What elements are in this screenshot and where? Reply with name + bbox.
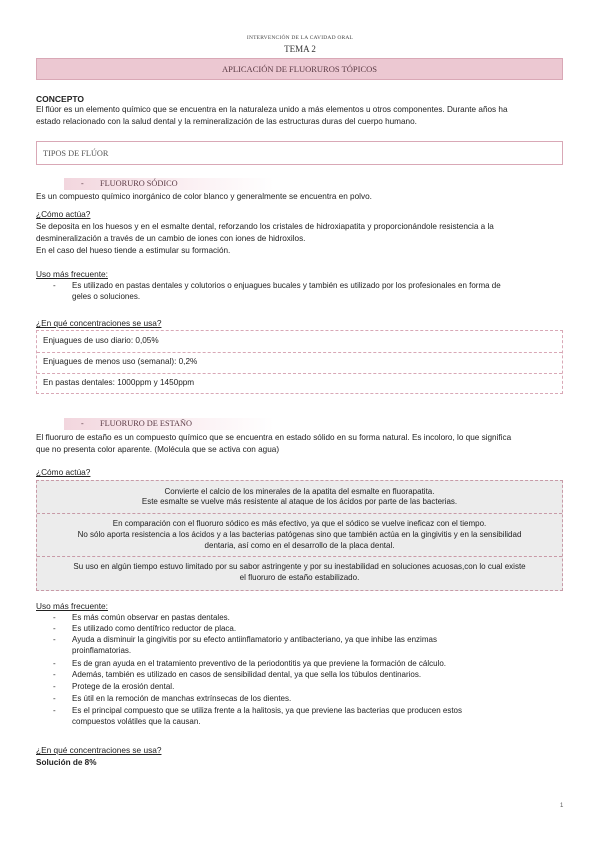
action-row-1-line-1: Convierte el calcio de los minerales de la apatita del esmalte en fluorapatita.	[164, 487, 435, 496]
list-item-text: Es útil en la remoción de manchas extrínsecas de los dientes.	[72, 694, 292, 703]
topic-number: TEMA 2	[284, 44, 316, 54]
list-item-text: Además, también es utilizado en casos de sensibilidad dental, ya que sella los túbulos dentinarios.	[72, 670, 422, 679]
estano-uso-heading: Uso más frecuente:	[36, 601, 108, 611]
divider	[37, 513, 562, 514]
list-dash: -	[53, 624, 56, 633]
sodico-conc-heading: ¿En qué concentraciones se usa?	[36, 318, 162, 328]
page-title: APLICACIÓN DE FLUORUROS TÓPICOS	[36, 58, 563, 80]
divider	[37, 373, 562, 374]
divider	[37, 556, 562, 557]
concepto-heading: CONCEPTO	[36, 94, 85, 104]
list-dash: -	[53, 659, 56, 668]
section-title-estano: FLUORURO DE ESTAÑO	[100, 419, 192, 428]
section-dash-estano: -	[81, 419, 84, 428]
concepto-text-line-1: El flúor es un elemento químico que se encuentra en la naturaleza unido a más elementos u otros componentes. Durante años ha	[36, 105, 508, 114]
sodico-uso-item	[53, 281, 568, 305]
sodico-uso-heading: Uso más frecuente:	[36, 269, 108, 279]
sodico-concentrations-box	[36, 330, 563, 394]
concentration-row: En pastas dentales: 1000ppm y 1450ppm	[43, 378, 195, 387]
list-dash: -	[53, 613, 56, 622]
list-item-text: Es de gran ayuda en el tratamiento preventivo de la periodontitis ya que previene la formación de cálculo.	[72, 659, 447, 668]
list-item-text: compuestos volátiles que la causan.	[72, 717, 201, 726]
estano-uso-list	[53, 613, 568, 737]
list-item-text: Es el principal compuesto que se utiliza frente a la halitosis, ya que previene las bacterias que producen estos	[72, 706, 463, 715]
sodico-uso-line-1: Es utilizado en pastas dentales y colutorios o enjuagues bucales y también es utilizado por los profesionales en forma de	[72, 281, 501, 290]
document-subject: INTERVENCIÓN DE LA CAVIDAD ORAL	[246, 35, 354, 41]
estano-action-box	[36, 480, 563, 591]
divider	[37, 352, 562, 353]
concentration-row: Enjuagues de menos uso (semanal): 0,2%	[43, 357, 198, 366]
action-row-3-line-1: Su uso en algún tiempo estuvo limitado por su sabor astringente y por su inestabilidad en soluciones acuosas,con lo cual existe	[73, 562, 526, 571]
list-dash: -	[53, 635, 56, 644]
estano-conc-heading: ¿En qué concentraciones se usa?	[36, 745, 162, 755]
estano-conc-value: Solución de 8%	[36, 758, 97, 767]
action-row-2-line-1: En comparación con el fluoruro sódico es más efectivo, ya que el sódico se vuelve ineficaz con el tiempo.	[112, 519, 487, 528]
list-item-text: Protege de la erosión dental.	[72, 682, 175, 691]
sodico-intro: Es un compuesto químico inorgánico de color blanco y generalmente se encuentra en polvo.	[36, 192, 372, 201]
types-heading: TIPOS DE FLÚOR	[36, 141, 563, 165]
estano-intro-line-1: El fluoruro de estaño es un compuesto químico que se encuentra en estado sólido en su forma natural. Es incoloro, lo que significa	[36, 433, 512, 442]
sodico-como-actua-line-2: desmineralización a través de un cambio de iones con iones de hidroxilos.	[36, 234, 306, 243]
sodico-como-actua-line-1: Se deposita en los huesos y en el esmalte dental, reforzando los cristales de hidroxiapatita y proporcionándole resistencia a la	[36, 222, 494, 231]
list-item-text: proinflamatorias.	[72, 646, 132, 655]
estano-intro-line-2: que no presenta color aparente. (Molécula que se activa con agua)	[36, 445, 280, 454]
action-row-2-line-2: No sólo aporta resistencia a los ácidos y a las bacterias patógenas sino que también actúa en la gingivitis y en la sensibilidad	[77, 530, 522, 539]
sodico-como-actua-line-3: En el caso del hueso tiende a estimular su formación.	[36, 246, 231, 255]
list-dash: -	[53, 670, 56, 679]
concepto-text-line-2: estado relacionado con la salud dental y la remineralización de las estructuras duras del cuerpo humano.	[36, 117, 417, 126]
list-dash: -	[53, 281, 56, 290]
sodico-uso-line-2: geles o soluciones.	[72, 292, 141, 301]
action-row-1-line-2: Este esmalte se vuelve más resistente al ataque de los ácidos por parte de las bacterias.	[141, 497, 458, 506]
page-number: 1	[560, 803, 564, 809]
list-dash: -	[53, 694, 56, 703]
sodico-como-actua-heading: ¿Cómo actúa?	[36, 209, 91, 219]
list-dash: -	[53, 682, 56, 691]
section-dash-sodico: -	[81, 179, 84, 188]
action-row-2-line-3: dentaria, así como en el desarrollo de la placa dental.	[204, 541, 395, 550]
list-dash: -	[53, 706, 56, 715]
list-item-text: Ayuda a disminuir la gingivitis por su efecto antiinflamatorio y antibacteriano, ya que inhibe las enzimas	[72, 635, 437, 644]
action-row-3-line-2: el fluoruro de estaño estabilizado.	[239, 573, 360, 582]
section-title-sodico: FLUORURO SÓDICO	[100, 179, 178, 188]
concentration-row: Enjuagues de uso diario: 0,05%	[43, 336, 159, 345]
list-item-text: Es más común observar en pastas dentales.	[72, 613, 230, 622]
estano-como-actua-heading: ¿Cómo actúa?	[36, 467, 91, 477]
list-item-text: Es utilizado como dentífrico reductor de placa.	[72, 624, 237, 633]
